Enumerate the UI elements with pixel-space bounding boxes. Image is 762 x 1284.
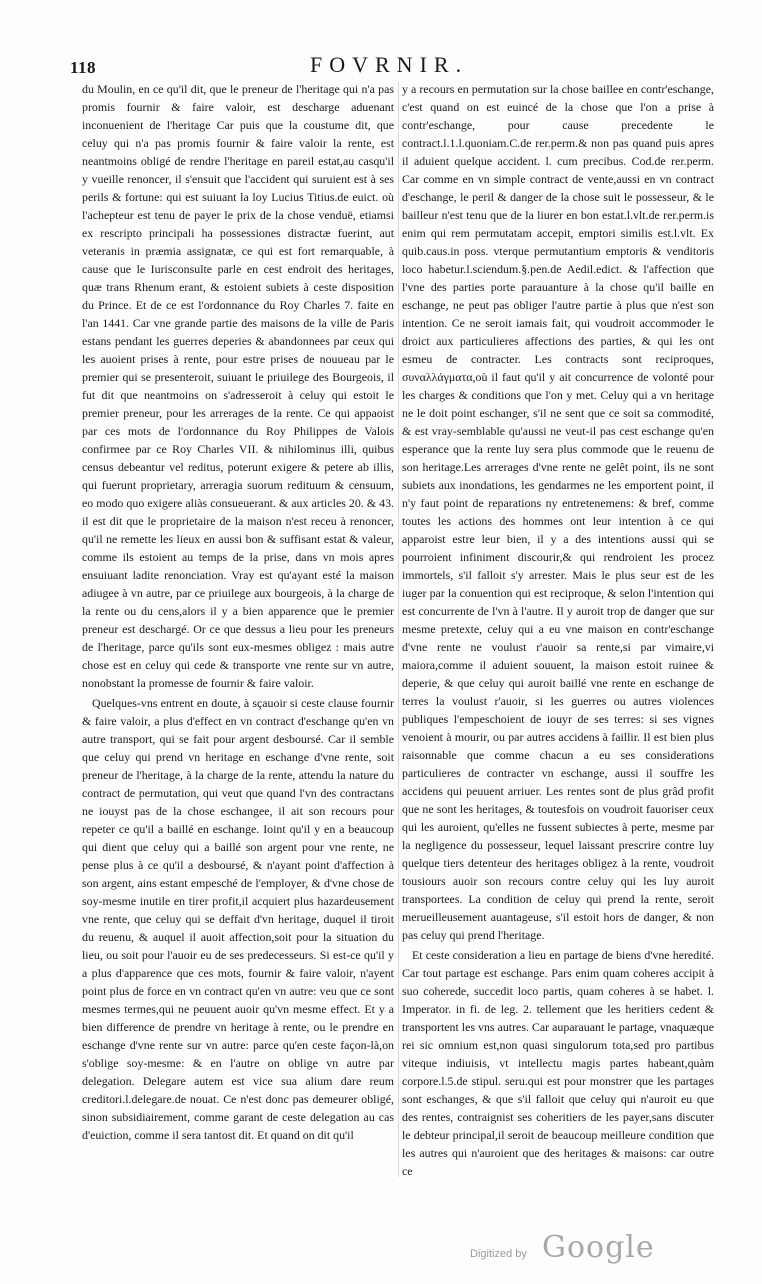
left-column — [82, 80, 394, 1180]
paragraph: Et ceste consideration a lieu en partage de biens d'vne heredité. Car tout partage est eschange. Pars enim quam coheres accipit à suo coherede, succedit loco partis, quam coheres à se habet. l. Imperator. in fi. de leg. 2. tellement que les heritiers cedent & transportent les vns autres. Car auparauant le partage, vnaquæque rei sic omnium est,non quasi singulorum tota,sed pro partibus viteque indiuisis, vt intellectu magis partes habeant,quàm corpore.l.5.de stipul. seru.qui est pour monstrer que les partages sont eschanges, & que s'il falloit que celuy qui n'auroit eu que des rentes, contraignist ses coheritiers de les payer,sans discuter le debteur principal,il seroit de beaucoup meilleure condition que les autres qui n'auroient que des heritages & maisons: car outre ce — [402, 948, 714, 1178]
digitization-watermark — [470, 1230, 730, 1270]
column-gutter — [398, 82, 399, 1177]
running-title: FOVRNIR. — [310, 52, 469, 77]
paragraph: y a recours en permutation sur la chose baillee en contr'eschange, c'est quand on est euincé de la chose que l'on a prise à contr'eschange, pour cause precedente le contract.l.1.l.quoniam.C.de rer.perm.& non pas quand puis apres il aduient quelque accident. l. cum precibus. Cod.de rer.perm. Car comme en vn simple contract de vente,aussi en vn contract d'eschange, le peril & danger de la chose suit le possesseur, & le bailleur n'est tenu que de la liurer en bon estat.l.vlt.de rer.perm.is enim qui rem permutatam accepit, emptori similis est.l.vlt. Ex quib.caus.in poss. vterque permutantium emptoris & venditoris loco habetur.l.sciendum.§.pen.de Aedil.edict. & l'affection que l'vne des parties porte parauanture à la chose qu'il baille en eschange, ne peut pas obliger l'autre partie à plus que n'est son intention. Ce ne seroit iamais fait, qui voudroit accommoder le droict aux particulieres affections des parties, & qui les ont esmeu de contracter. Les contracts sont reciproques, συναλλάγματα,où il faut qu'il y ait concurrence de volonté pour les charges & conditions que l'on y met. Celuy qui a vn heritage ne le doit point eschanger, s'il ne sent que ce soit sa commodité, & est vray-semblable qu'aussi ne veut-il pas cest eschange qu'en esperance que la rente luy sera plus commode que le reuenu de son heritage.Les arrerages d'vne rente ne gelêt point, ils ne sont subiets aux inondations, les gendarmes ne les emportent point, il n'y faut point de reparations ny entretenemens: & bref, comme toutes les actions des hommes ont leur intention à ce qui apparoist estre leur bien, il y a des intentions aussi qui se pourroient infiniment discourir,& qui rendroient les procez immortels, s'il falloit s'y arrester. Mais le plus seur est de les iuger par la conuention qui est reciproque, & selon l'intention qui est concurrente de l'vn à l'autre. Il y auroit trop de danger que sur mesme pretexte, celuy qui a eu vne maison en contr'eschange d'vne rente ne voulust r'auoir sa rente,si par vimaire,vi maiora,comme il aduient souuent, la maison estoit ruinee & deperie, & que celuy qui auroit baillé vne rente en eschange de terres la voulust r'auoir, si les guerres ou autres violences publiques l'empeschoient de iouyr de ses terres: si ses vignes venoient à mourir, ou par autres accidens à faillir. Il est bien plus raisonnable que comme chacun a eu ses considerations particulieres de contracter vn eschange, aussi il souffre les accidens qui peuuent arriuer. Les rentes sont de plus grâd profit que ne sont les heritages, & toutesfois on voudroit fauoriser ceux qui les auroient, qu'elles ne fussent subiectes à perte, mesme par la negligence du possesseur, lequel laissant prescrire contre luy quelque tiers detenteur des heritages obligez à la rente, voudroit tousiours auoir son recours contre celuy qui les luy auroit transportees. La condition de celuy qui prend la rente, seroit merueilleusement auantageuse, s'il estoit hors de danger, & non pas celuy qui prend l'heritage. — [402, 82, 714, 942]
page-number: 118 — [70, 58, 97, 77]
paragraph: du Moulin, en ce qu'il dit, que le preneur de l'heritage qui n'a pas promis fournir & faire valoir, est descharge aduenant inconuenient de l'heritage Car puis que la coustume dit, que celuy qui n'a pas promis fournir & faire valoir la rente, est neantmoins obligé de rendre l'heritage en pareil estat,au casqu'il y vueille renoncer, il s'ensuit que l'accident qui suruient est à ses perils & fortune: qui est suiuant la loy Lucius Titius.de euict. où l'achepteur est tenu de payer le prix de la chose venduë, etiamsi ex rescripto principali ha possessiones distractæ fuerint, aut veteranis in præmia assignatæ, ce qui est fort remarquable, à cause que le Iurisconsulte parle en cest endroit des heritages, quæ trans Rhenum erant, & estoient subiets à ceste disposition du Prince. Et de ce est l'ordonnance du Roy Charles 7. faite en l'an 1441. Car vne grande partie des maisons de la ville de Paris estans pendant les guerres deperies & abandonnees par ceux qui les auoient prises à rente, pour estre prises de nouueau par le premier qui se presenteroit, suiuant le priuilege des Bourgeois, il fut dit que neantmoins on s'adresseroit à celuy qui estoit le premier preneur, pour les arrerages de la rente. Ce qui appaoist par ces mots de l'ordonnance du Roy Philippes de Valois confirmee par ce Roy Charles VII. & nihilominus illi, quibus census debeantur vel reditus, poterunt exigere & petere ab illis, qui fuerunt proprietary, arreragia suorum redituum & censuum, eo modo quo exigere aliàs consueuerant. & aux articles 20. & 43. il est dit que le proprietaire de la maison n'est receu à renoncer, qu'il ne remette les lieux en aussi bon & suffisant estat & valeur, comme ils estoient au temps de la prise, dans vn mois apres ensuiuant ladite renonciation. Vray est qu'ayant esté la maison adiugee à vn autre, par ce priuilege aux bourgeois, à la charge de la rente ou du cens,alors il y a bien apparence que le premier preneur est deschargé. Or ce que dessus a lieu pour les preneurs de l'heritage, parce qu'ils sont eux-mesmes obligez : mais autre chose est en celuy qui cede & transporte vne rente sur vn autre, nonobstant la promesse de fournir & faire valoir. — [82, 82, 394, 690]
digitized-by-label: Digitized by — [470, 1248, 527, 1260]
page-header — [70, 52, 710, 80]
paragraph: Quelques-vns entrent en doute, à sçauoir si ceste clause fournir & faire valoir, a plus d'effect en vn contract d'eschange qu'en vn autre transport, qui se fait pour argent desboursé. Car il semble que celuy qui prend vn heritage en eschange d'vne rente, soit preneur de l'heritage, à la charge de la rente, attendu la nature du contract de permutation, qui veut que quand l'vn des contractans ne iouyst pas de la chose eschangee, il ait son recours pour repeter ce qu'il a baillé en eschange. Ioint qu'il y en a beaucoup qui dient que celuy qui a baillé son argent pour vne rente, ne pense plus à ce qu'il a desboursé, & n'ayant point d'affection à son argent, ains estant empesché de l'employer, & d'vne chose de soy-mesme inutile en tirer profit,il acquiert plus hazardeusement vne rente, que celuy qui se deffait d'vn heritage, duquel il tiroit du reuenu, & auquel il auoit affection,soit pour la situation du lieu, ou soit pour l'auoir eu de ses predecesseurs. Si est-ce qu'il y a plus d'apparence que ces mots, fournir & faire valoir, n'ayent point plus de force en vn contract qu'en vn autre: veu que ce sont mesmes termes,qui ne peuuent auoir qu'vn mesme effect. Et y a bien difference de prendre vn heritage à rente, ou le prendre en eschange d'vne rente sur vn autre: parce qu'en ceste façon-là,on s'oblige soy-mesme: & en l'autre on oblige vn autre par delegation. Delegare autem est vice sua alium dare reum creditori.l.delegare.de nouat. Ce n'est donc pas demeurer obligé, sinon subsidiairement, comme garant de ceste delegation au cas d'euiction, comme il sera tantost dit. Et quand on dit qu'il — [82, 696, 394, 1142]
right-column — [402, 80, 714, 1180]
google-logo: Google — [542, 1230, 655, 1265]
